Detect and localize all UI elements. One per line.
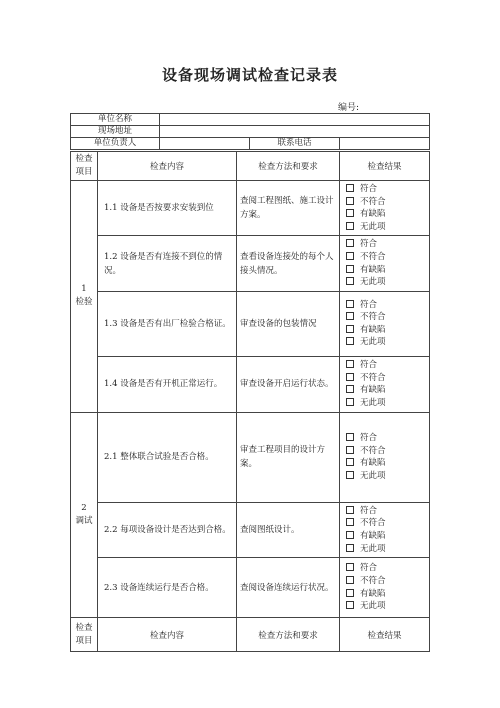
- checkbox-icon[interactable]: [346, 446, 354, 454]
- table-row: [71, 236, 430, 291]
- check-content: 1.4 设备是否有开机正常运行。: [98, 356, 237, 412]
- col-header-item: 检查项目: [71, 152, 98, 181]
- result-option-label: 符合: [360, 239, 378, 250]
- result-option-label: 无此项: [360, 221, 386, 232]
- result-option-label: 无此项: [360, 277, 386, 288]
- unit-name-label: 单位名称: [71, 114, 160, 126]
- checkbox-icon[interactable]: [346, 325, 354, 333]
- result-option[interactable]: [346, 238, 429, 251]
- header-row-unit-name: [71, 114, 430, 126]
- col-header-content: 检查内容: [98, 618, 237, 652]
- check-method: 审查工程项目的设计方案。: [237, 412, 340, 502]
- table-row: [71, 502, 430, 557]
- result-option-label: 符合: [360, 505, 378, 516]
- check-result-options: [340, 558, 430, 618]
- result-option-label: 符合: [360, 360, 378, 371]
- result-option[interactable]: [346, 264, 429, 277]
- result-option[interactable]: [346, 196, 429, 209]
- section-number: 2: [81, 502, 87, 513]
- checkbox-icon[interactable]: [346, 300, 354, 308]
- check-content: 1.1 设备是否按要求安装到位: [98, 181, 237, 236]
- site-address-label: 现场地址: [71, 126, 160, 138]
- result-option[interactable]: [346, 276, 429, 289]
- unit-leader-label: 单位负责人: [71, 138, 160, 150]
- result-option[interactable]: [346, 600, 429, 613]
- result-option-label: 有缺陷: [360, 458, 386, 469]
- checkbox-icon[interactable]: [346, 433, 354, 441]
- check-content: 2.2 每项设备设计是否达到合格。: [98, 502, 237, 557]
- result-option[interactable]: [346, 470, 429, 483]
- checkbox-icon[interactable]: [346, 222, 354, 230]
- checkbox-icon[interactable]: [346, 312, 354, 320]
- checkbox-icon[interactable]: [346, 337, 354, 345]
- result-option-label: 无此项: [360, 470, 386, 481]
- result-option[interactable]: [346, 575, 429, 588]
- result-option[interactable]: [346, 372, 429, 385]
- result-option-label: 有缺陷: [360, 385, 386, 396]
- site-address-value[interactable]: [160, 126, 430, 138]
- result-option[interactable]: [346, 457, 429, 470]
- result-option[interactable]: [346, 543, 429, 556]
- result-option-label: 无此项: [360, 601, 386, 612]
- serial-number-label: 编号:: [338, 103, 360, 113]
- section-name: 检验: [75, 297, 93, 308]
- result-option-label: 符合: [360, 299, 378, 310]
- result-option-label: 符合: [360, 563, 378, 574]
- result-option-label: 有缺陷: [360, 324, 386, 335]
- checkbox-icon[interactable]: [346, 373, 354, 381]
- checkbox-icon[interactable]: [346, 601, 354, 609]
- result-option-label: 符合: [360, 184, 378, 194]
- result-option[interactable]: [346, 530, 429, 543]
- contact-phone-label: 联系电话: [250, 138, 340, 150]
- col-header-item: 检查项目: [71, 618, 98, 652]
- inspection-table: [70, 151, 430, 652]
- result-option-label: 无此项: [360, 397, 386, 408]
- result-option-label: 不符合: [360, 196, 386, 207]
- result-option-label: 无此项: [360, 543, 386, 554]
- result-option[interactable]: [346, 505, 429, 518]
- checkbox-icon[interactable]: [346, 265, 354, 273]
- result-option-label: 不符合: [360, 312, 386, 323]
- result-option-label: 不符合: [360, 445, 386, 456]
- result-option[interactable]: [346, 432, 429, 445]
- check-method: 查阅工程图纸、施工设计方案。: [237, 181, 340, 236]
- checkbox-icon[interactable]: [346, 360, 354, 368]
- check-content: 1.2 设备是否有连接不到位的情况。: [98, 236, 237, 291]
- result-option-label: 有缺陷: [360, 264, 386, 275]
- check-result-options: [340, 181, 430, 236]
- check-result-options: [340, 236, 430, 291]
- result-option[interactable]: [346, 384, 429, 397]
- result-option-label: 无此项: [360, 337, 386, 348]
- checkbox-icon[interactable]: [346, 563, 354, 571]
- checkbox-icon[interactable]: [346, 576, 354, 584]
- checkbox-icon[interactable]: [346, 209, 354, 217]
- result-option[interactable]: [346, 588, 429, 601]
- checkbox-icon[interactable]: [346, 239, 354, 247]
- table-row: [71, 558, 430, 618]
- check-content: 2.1 整体联合试验是否合格。: [98, 412, 237, 502]
- result-option[interactable]: [346, 324, 429, 337]
- check-result-options: [340, 412, 430, 502]
- checkbox-icon[interactable]: [346, 518, 354, 526]
- result-option[interactable]: [346, 517, 429, 530]
- unit-leader-value[interactable]: [160, 138, 250, 150]
- section-label: [71, 412, 98, 617]
- result-option[interactable]: [346, 562, 429, 575]
- check-method: 查看设备连接处的每个人接头情况。: [237, 236, 340, 291]
- checkbox-icon[interactable]: [346, 197, 354, 205]
- col-header-result: 检查结果: [340, 152, 430, 181]
- col-header-method: 检查方法和要求: [237, 618, 340, 652]
- result-option[interactable]: [346, 183, 429, 196]
- header-row-leader-phone: [71, 138, 430, 150]
- checkbox-icon[interactable]: [346, 385, 354, 393]
- checkbox-icon[interactable]: [346, 589, 354, 597]
- contact-phone-value[interactable]: [340, 138, 430, 150]
- check-result-options: [340, 356, 430, 412]
- checkbox-icon[interactable]: [346, 471, 354, 479]
- section-name: 调试: [75, 515, 93, 526]
- section-number: 1: [81, 284, 87, 295]
- unit-name-value[interactable]: [160, 114, 430, 126]
- result-option[interactable]: [346, 311, 429, 324]
- header-row-site-address: [71, 126, 430, 138]
- check-method: 查阅图纸设计。: [237, 502, 340, 557]
- checkbox-icon[interactable]: [346, 544, 354, 552]
- check-method: 审查设备的包装情况: [237, 291, 340, 356]
- col-header-result: 检查结果: [340, 618, 430, 652]
- result-option[interactable]: [346, 397, 429, 410]
- check-result-options: [340, 502, 430, 557]
- result-option[interactable]: [346, 336, 429, 349]
- header-info-table: [70, 113, 430, 150]
- table-header-row-top: [71, 152, 430, 181]
- checkbox-icon[interactable]: [346, 531, 354, 539]
- checkbox-icon[interactable]: [346, 458, 354, 466]
- result-option[interactable]: [346, 221, 429, 234]
- checkbox-icon[interactable]: [346, 252, 354, 260]
- result-option-label: 不符合: [360, 576, 386, 587]
- check-content: 2.3 设备连续运行是否合格。: [98, 558, 237, 618]
- table-row: [71, 181, 430, 236]
- checkbox-icon[interactable]: [346, 184, 354, 192]
- result-option[interactable]: [346, 251, 429, 264]
- check-result-options: [340, 291, 430, 356]
- col-header-method: 检查方法和要求: [237, 152, 340, 181]
- col-header-content: 检查内容: [98, 152, 237, 181]
- check-method: 查阅设备连续运行状况。: [237, 558, 340, 618]
- result-option-label: 有缺陷: [360, 588, 386, 599]
- result-option-label: 不符合: [360, 518, 386, 529]
- table-row: [71, 412, 430, 502]
- table-row: [71, 291, 430, 356]
- result-option-label: 不符合: [360, 251, 386, 262]
- result-option-label: 符合: [360, 433, 378, 444]
- result-option[interactable]: [346, 445, 429, 458]
- table-header-row-bottom: [71, 618, 430, 652]
- result-option-label: 有缺陷: [360, 530, 386, 541]
- checkbox-icon[interactable]: [346, 398, 354, 406]
- checkbox-icon[interactable]: [346, 277, 354, 285]
- check-content: 1.3 设备是否有出厂检验合格证。: [98, 291, 237, 356]
- result-option[interactable]: [346, 208, 429, 221]
- result-option[interactable]: [346, 359, 429, 372]
- result-option-label: 有缺陷: [360, 209, 386, 220]
- section-label: [71, 181, 98, 413]
- checkbox-icon[interactable]: [346, 506, 354, 514]
- table-row: [71, 356, 430, 412]
- result-option-label: 不符合: [360, 372, 386, 383]
- page-title: 设备现场调试检查记录表: [161, 66, 338, 84]
- result-option[interactable]: [346, 299, 429, 312]
- check-method: 审查设备开启运行状态。: [237, 356, 340, 412]
